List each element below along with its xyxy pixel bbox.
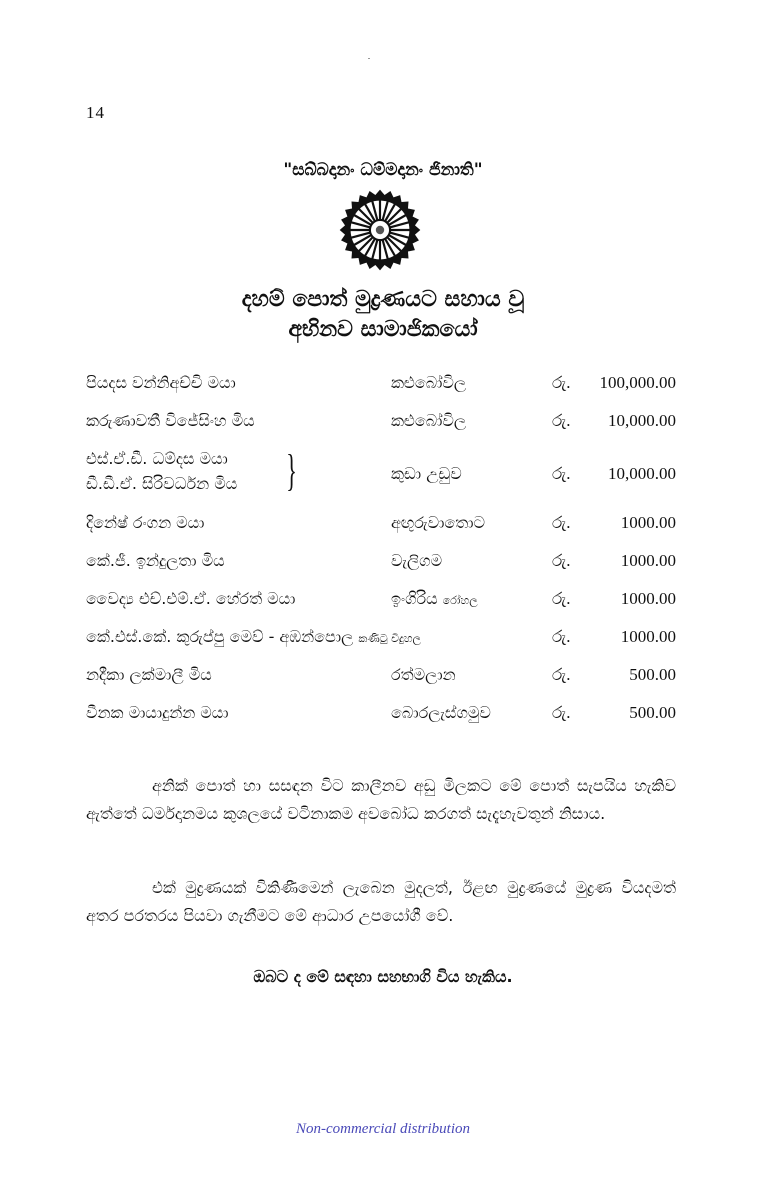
donor-name: කරුණාවතී විජේසිංහ මිය (86, 411, 255, 430)
donor-name-text: කේ.එස්.කේ. කුරුප්පු මෙව් - අඹන්පොල (86, 627, 354, 646)
place-name: ඉංගිරිය (391, 589, 438, 608)
donor-place: රත්මලාන (391, 665, 456, 684)
donor-amount: 10,000.00 (608, 411, 676, 430)
dharma-wheel-icon (338, 188, 422, 272)
donor-name: නදීකා ලක්මාලී මිය (86, 665, 212, 684)
donor-amount: 10,000.00 (608, 464, 676, 483)
donor-place: කළුබෝවිල (391, 411, 467, 430)
donor-name (86, 624, 421, 651)
title-line-1: දහම් පොත් මුද්‍රණයට සහාය වූ (241, 287, 525, 312)
donor-row (86, 510, 676, 548)
place-suffix: කණිටු විදුහල (358, 632, 421, 645)
donor-amount: 100,000.00 (599, 373, 676, 392)
currency-label: රු. (552, 373, 571, 392)
donor-place: බොරලැස්ගමුව (391, 703, 491, 722)
donor-amount: 1000.00 (620, 551, 676, 570)
donor-place (391, 586, 478, 613)
currency-label: රු. (552, 703, 571, 722)
donor-name: වෛද්‍ය එච්.එම්.ඒ. හේරත් මයා (86, 589, 296, 608)
currency-label: රු. (552, 464, 571, 483)
place-suffix: රෝහල (442, 594, 478, 607)
currency-label: රු. (552, 665, 571, 684)
donor-place: කුඩා උඩුව (391, 464, 462, 483)
pali-motto: "සබ්බදානං ධම්මදානං ජිනාති" (283, 160, 483, 180)
donor-row (86, 408, 676, 446)
donor-name-2: ඩී.ඩී.ඒ. සිරිවර්ධන මිය (86, 474, 238, 493)
title-line-2: අභිනව සාමාජිකයෝ (288, 317, 478, 342)
donor-list (86, 370, 676, 738)
donor-place: වැලිගම (391, 551, 443, 570)
donor-name: දිනේෂ් රංගන මයා (86, 513, 205, 532)
scan-speck (368, 58, 370, 59)
currency-label: රු. (552, 627, 571, 646)
donor-amount: 1000.00 (620, 627, 676, 646)
donor-place: අඟුරුවාතොට (391, 513, 486, 532)
currency-label: රු. (552, 411, 571, 430)
donor-row (86, 624, 676, 662)
donor-row (86, 586, 676, 624)
currency-label: රු. (552, 551, 571, 570)
donor-name: වීනක මායාදුන්න මයා (86, 703, 229, 722)
donor-amount: 1000.00 (620, 513, 676, 532)
donor-row (86, 370, 676, 408)
currency-label: රු. (552, 589, 571, 608)
donor-name: කේ.ජී. ඉන්දුලතා මිය (86, 551, 225, 570)
donor-amount: 1000.00 (620, 589, 676, 608)
donor-place: කළුබෝවිල (391, 373, 467, 392)
paragraph-2: එක් මුද්‍රණයක් විකිණීමෙන් ලැබෙන මුදලත්, ඊළඟ මුද්‍රණයේ මුද්‍රණ වියදමත් අතර පරතරය පියවා ගැනීමට මේ ආධාර උපයෝගී වේ. (86, 878, 676, 925)
donor-name: පියදස වන්නිඅච්චි මයා (86, 373, 236, 392)
donor-amount: 500.00 (629, 703, 676, 722)
donor-amount: 500.00 (629, 665, 676, 684)
footer-note: Non-commercial distribution (295, 1121, 471, 1137)
page-title (0, 285, 766, 345)
donor-name: එස්.ඒ.ඩී. ධම්දස මයා (86, 449, 228, 468)
page-number: 14 (86, 103, 105, 122)
currency-label: රු. (552, 513, 571, 532)
donor-row (86, 700, 676, 738)
brace-icon: } (286, 446, 297, 495)
donor-row (86, 662, 676, 700)
paragraph-1: අනික් පොත් හා සසඳන විට කාලීනව අඩු මිලකට මේ පොත් සැපයිය හැකිව ඇත්තේ ධර්මදානමය කුශලයේ වටිනාකම අවබෝධ කරගත් සැදැහැවතුන් නිසාය. (86, 776, 676, 823)
donor-row (86, 446, 676, 510)
donor-names (86, 446, 237, 496)
closing-line: ඔබට ද මේ සඳහා සහභාගි විය හැකිය. (253, 967, 513, 986)
donor-row (86, 548, 676, 586)
